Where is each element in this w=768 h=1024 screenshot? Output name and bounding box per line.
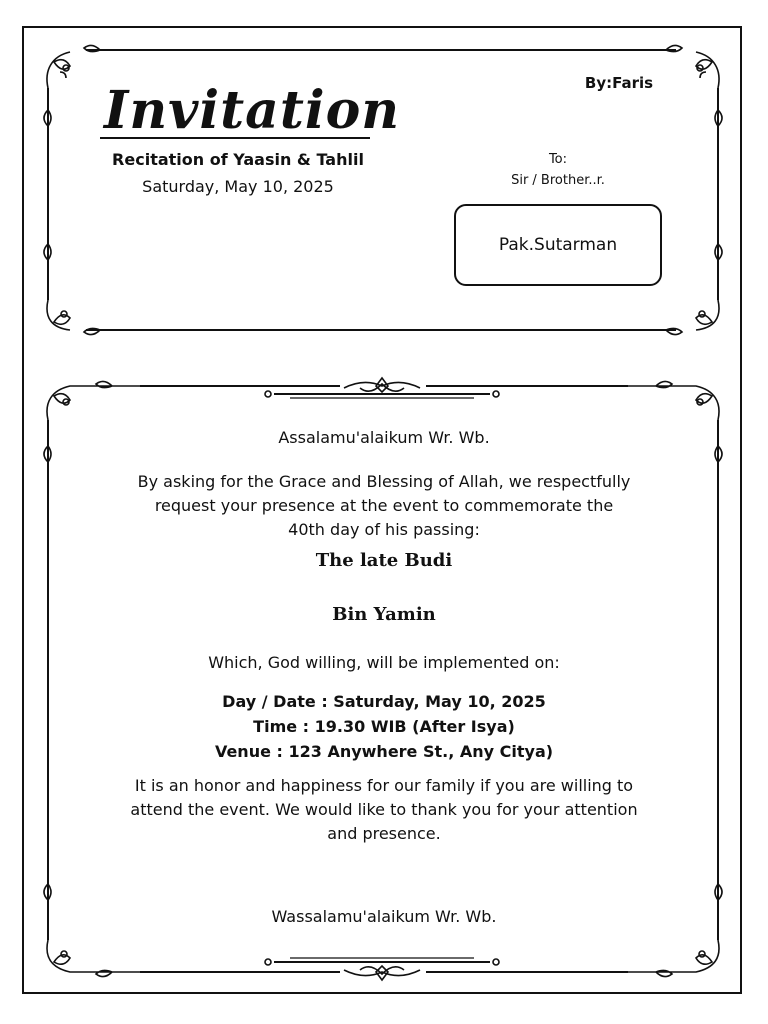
greeting: Assalamu'alaikum Wr. Wb. [278,428,490,447]
invitation-title: Invitation [104,80,401,141]
intro-line-3: 40th day of his passing: [288,520,480,539]
salutation: Sir / Brother..r. [511,173,605,188]
closing-line-3: and presence. [327,824,441,843]
event-date: Saturday, May 10, 2025 [142,177,334,196]
closing-line-1: It is an honor and happiness for our family if you are willing to [134,776,634,795]
event-time: Time : 19.30 WIB (After Isya) [253,717,515,736]
closing-line-2: attend the event. We would like to thank you for your attention [130,800,638,819]
event-subtitle: Recitation of Yaasin & Tahlil [112,150,364,169]
event-venue: Venue : 123 Anywhere St., Any Citya) [214,742,554,761]
deceased-name-line-1: The late Budi [315,550,453,571]
deceased-name-line-2: Bin Yamin [332,604,436,625]
sender-name: By:Faris [584,74,654,92]
recipient-name: Pak.Sutarman [498,235,618,255]
farewell: Wassalamu'alaikum Wr. Wb. [271,907,497,926]
intro-line-2: request your presence at the event to commemorate the [154,496,614,515]
to-label: To: [548,152,568,167]
implemented-note: Which, God willing, will be implemented on: [208,653,560,672]
intro-line-1: By asking for the Grace and Blessing of Allah, we respectfully [137,472,631,491]
event-day-date: Day / Date : Saturday, May 10, 2025 [222,692,546,711]
